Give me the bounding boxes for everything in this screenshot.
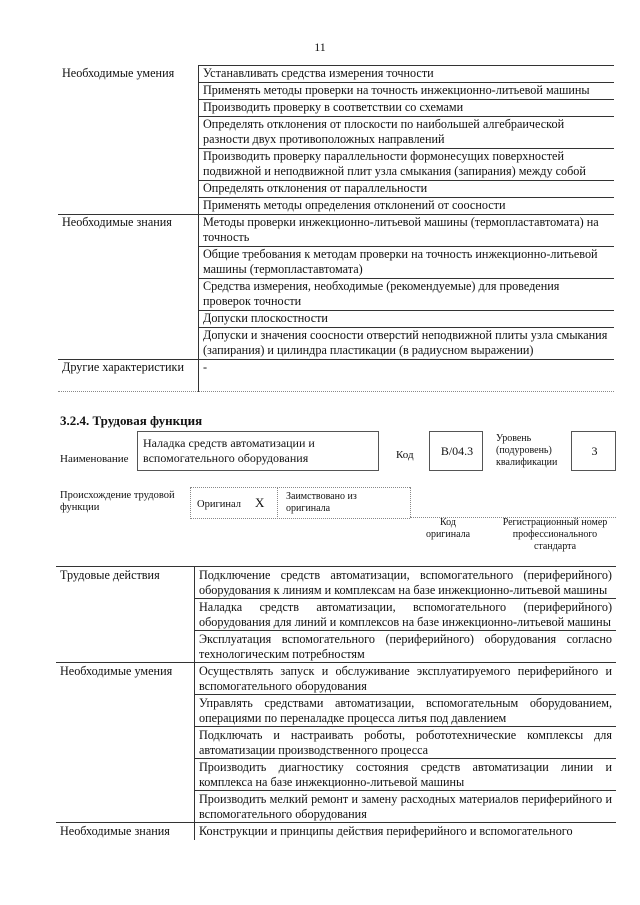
list-item: Подключать и настраивать роботы, робототехнические комплексы для автоматизации производственного процесса (195, 727, 617, 759)
level-box (571, 431, 616, 471)
list-item: Наладка средств автоматизации, вспомогательного (периферийного) оборудования для линий и комплексов на базе инжекционно-литьевой машины (195, 599, 617, 631)
list-item: Методы проверки инжекционно-литьевой машины (термопластавтомата) на точность (199, 215, 615, 247)
list-item: Определять отклонения от параллельности (199, 181, 615, 198)
table-row (58, 215, 614, 247)
list-item: Производить мелкий ремонт и замену расходных материалов периферийного и вспомогательного оборудования (195, 791, 617, 823)
row-label: Необходимые умения (56, 663, 195, 823)
list-item: Допуски и значения соосности отверстий неподвижной плиты узла смыкания (запирания) и цилиндра пластикации (в радиусном выражении) (199, 328, 615, 360)
code-original-caption: Код оригинала (425, 517, 471, 540)
list-item: Управлять средствами автоматизации, вспомогательным оборудованием, операциями по переналадке процесса литья под давлением (195, 695, 617, 727)
row-label: Необходимые умения (58, 66, 199, 215)
top-requirements-table (58, 65, 614, 392)
list-item: Применять методы определения отклонений от соосности (199, 198, 615, 215)
level-value: 3 (591, 444, 598, 458)
original-label: Оригинал (197, 499, 241, 510)
origin-label: Происхождение трудовой функции (60, 490, 175, 513)
borrowed-label: Заимствовано из оригинала (286, 491, 357, 514)
table-row (56, 567, 616, 599)
list-item: Конструкции и принципы действия периферийного и вспомогательного (195, 823, 617, 840)
table-row (56, 663, 616, 695)
list-item: Устанавливать средства измерения точности (199, 66, 615, 83)
name-box (137, 431, 379, 471)
list-item: Подключение средств автоматизации, вспомогательного (периферийного) оборудования к линиям и комплексам на базе инжекционно-литьевой машины (195, 567, 617, 599)
list-item: Средства измерения, необходимые (рекомендуемые) для проведения проверок точности (199, 279, 615, 311)
original-mark: X (255, 495, 265, 510)
row-label: Трудовые действия (56, 567, 195, 663)
list-item: Применять методы проверки на точность инжекционно-литьевой машины (199, 83, 615, 100)
list-item: Общие требования к методам проверки на точность инжекционно-литьевой машины (термопластавтомата) (199, 247, 615, 279)
list-item: Осуществлять запуск и обслуживание эксплуатируемого периферийного и вспомогательного оборудования (195, 663, 617, 695)
list-item: Производить проверку параллельности формонесущих поверхностей подвижной и неподвижной плит узла смыкания (запирания) между собой (199, 149, 615, 181)
table-row (58, 360, 614, 392)
row-label: Другие характеристики (58, 360, 199, 392)
list-item: - (199, 360, 615, 392)
list-item: Производить диагностику состояния средств автоматизации линии и комплекса на базе инжекционно-литьевой машины (195, 759, 617, 791)
row-label: Необходимые знания (58, 215, 199, 360)
table-row (58, 66, 614, 83)
list-item: Производить проверку в соответствии со схемами (199, 100, 615, 117)
name-value: Наладка средств автоматизации и вспомогательного оборудования (143, 436, 315, 465)
code-box (429, 431, 483, 471)
list-item: Определять отклонения от плоскости по наибольшей алгебраической разности двух противоположных направлений (199, 117, 615, 149)
list-item: Допуски плоскостности (199, 311, 615, 328)
code-value: B/04.3 (440, 444, 474, 458)
table-row (56, 823, 616, 840)
registration-caption: Регистрационный номер профессионального стандарта (502, 517, 608, 552)
name-label: Наименование (60, 453, 129, 465)
function-details-table (56, 566, 616, 840)
row-label: Необходимые знания (56, 823, 195, 840)
page-number: 11 (314, 40, 326, 54)
section-title: 3.2.4. Трудовая функция (60, 413, 203, 428)
code-label: Код (396, 449, 414, 461)
list-item: Эксплуатация вспомогательного (периферийного) оборудования согласно технологическим потребностям (195, 631, 617, 663)
level-label: Уровень (подуровень) квалификации (496, 433, 558, 468)
